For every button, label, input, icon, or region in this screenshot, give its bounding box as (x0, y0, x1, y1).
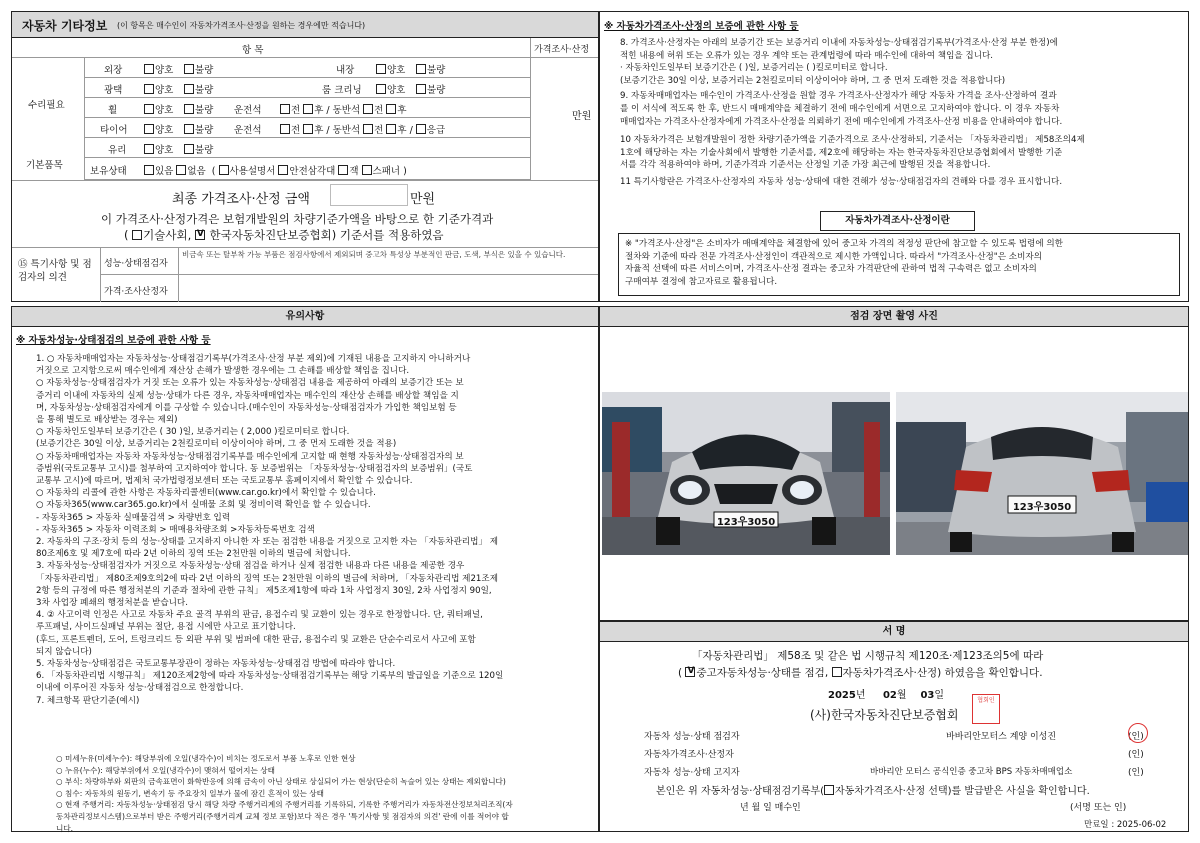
notice-line: 3차 사업장 폐쇄의 행정처분을 받습니다. (36, 598, 188, 609)
notice-header: 유의사항 (12, 307, 598, 327)
basis-line-1: 이 가격조사·산정가격은 보험개발원의 차량기준가액을 바탕으로 한 기준가격과 (101, 212, 494, 226)
appraiser-role: 자동차가격조사·산정자 (644, 750, 734, 760)
criteria-line: ○ 누유(누수): 해당부위에서 오일(냉각수)이 맺혀서 떨어지는 상태 (56, 765, 275, 775)
basic-items-label: 기본품목 (26, 160, 63, 171)
option-bad[interactable]: 불량 (416, 62, 445, 76)
guarantee-line: 매매업자는 가격조사·산정자에게 가격조사·산정을 의뢰하기 전에 매수인에게 가격조사·산정 비용을 안내하여야 합니다. (620, 116, 1063, 127)
driver-label: 운전석 (234, 105, 262, 116)
option-good[interactable]: 양호 (144, 122, 173, 136)
signature-header: 서 명 (600, 622, 1188, 642)
guarantee-line: 서를 각각 적용하여야 하며, 기준가격과 기준서는 산정일 기준 가장 최근에 발행된 것을 적용합니다. (620, 160, 991, 171)
option-bad[interactable]: 불량 (184, 122, 213, 136)
appraiser-row (644, 747, 734, 760)
definition-box-title: 자동차가격조사·산정이란 (820, 211, 975, 231)
price-appraisal-checkbox[interactable] (832, 667, 842, 677)
notice-line: ○ 자동차의 리콜에 관한 사항은 자동차리콜센터(www.car.go.kr)에서 확인할 수 있습니다. (36, 488, 376, 499)
notice-line: 거짓으로 고지함으로써 매수인에게 재산상 손해가 발생한 경우에는 그 손해를 배상할 책임을 집니다. (36, 366, 410, 377)
notice-line: ○ 자동차365(www.car365.go.kr)에서 실매물 조회 및 정비이력 확인을 할 수 있습니다. (36, 500, 371, 511)
inspector-role: 자동차 성능·상태 점검자 (644, 732, 740, 742)
option-bad[interactable]: 불량 (184, 142, 213, 156)
guarantee-line: 8. 가격조사·산정자는 아래의 보증기간 또는 보증거리 이내에 자동차성능·상태점검기록부(가격조사·산정 부분 한정)에 (620, 38, 1058, 48)
row-name: 유리 (108, 145, 127, 156)
criteria-line: ○ 현재 주행거리: 자동차성능·상태점검 당시 해당 차량 주행거리계의 주행거리를 기록하되, 기록한 주행거리가 자동차전산정보처리조직(자 (56, 800, 513, 810)
notice-line: (보증기간은 30일 이상, 보증거리는 2천킬로미터 이상이어야 하며, 그 중 먼저 도래한 것을 적용) (36, 439, 397, 450)
criteria-line: ○ 미세누유(미세누수): 해당부위에 오일(냉각수)이 비치는 정도로서 부품 노후로 인한 현상 (56, 754, 356, 763)
appraiser-seal-mark: (인) (1128, 750, 1144, 760)
definition-line: 구매여부 결정에 참고자료로 활용됩니다. (625, 276, 778, 287)
row-name: 휠 (108, 105, 118, 116)
month-unit: 월 (896, 690, 907, 701)
notice-section (11, 306, 599, 832)
driver-label: 운전석 (234, 125, 262, 136)
inspector-seal-mark: (인) (1128, 732, 1144, 742)
criteria-line: ○ 부식: 차량하부와 외판의 금속표면이 화학반응에 의해 금속이 아닌 상태로 상실되어 가는 현상(단순히 녹슬어 있는 상태는 제외합니다) (56, 777, 506, 787)
notifier-role: 자동차 성능·상태 고지자 (644, 768, 740, 778)
inspector-label: 성능·상태점검자 (104, 259, 168, 269)
definition-box (618, 233, 1180, 296)
vehicle-other-info-section (11, 11, 599, 302)
item-header: 항 목 (242, 45, 264, 56)
guarantee-line: 1호에 해당하는 자는 기술사회에서 발행한 기준서를, 제2호에 해당하는 자는 한국자동차진단보증협회에서 발행한 기준 (620, 147, 1063, 158)
guarantee-line: 9. 자동차매매업자는 매수인이 가격조사·산정을 원할 경우 가격조사·산정자가 해당 자동차 가격을 조사·산정하여 결과 (620, 91, 1057, 102)
wheel-positions[interactable]: 전 후 / 동반석 전 후 (280, 102, 407, 116)
guarantee-items (620, 37, 1186, 189)
sign-date (828, 686, 944, 701)
notice-line: 교통부 고시)에 따르며, 법제처 국가법령정보센터 또는 국토교통부 홈페이지에서 확인할 수 있습니다. (36, 476, 413, 487)
definition-line: 절차와 기준에 따라 전문 가격조사·산정인이 객관적으로 제시한 가액입니다. 따라서 "가격조사·산정"은 소비자의 (625, 251, 1042, 262)
repair-needed-label: 수리필요 (28, 100, 65, 111)
criteria-list (56, 753, 596, 834)
final-price-label: 최종 가격조사·산정 금액 (172, 192, 310, 207)
option-bad[interactable]: 불량 (416, 82, 445, 96)
row-name: 외장 (104, 65, 123, 76)
rear-car-illustration (896, 392, 1188, 555)
price-guarantee-section (599, 11, 1189, 302)
inspector-opinion: 비금속 또는 탈부착 가능 부품은 점검사항에서 제외되며 중고차 특성상 부분적인 판금, 도색, 부식은 있을 수 있습니다. (182, 250, 566, 259)
year-value: 2025 (828, 690, 856, 701)
option-good[interactable]: 양호 (144, 102, 173, 116)
row-wheel (84, 98, 530, 118)
criteria-line: ○ 침수: 자동차의 원동기, 변속기 등 주요장치 일부가 물에 잠긴 흔적이 있는 상태 (56, 788, 324, 798)
notice-line: 7. 체크항목 판단기준(예시) (36, 695, 140, 706)
notice-line: 증거리 이내에 자동차의 실제 성능·상태가 다른 경우, 자동차매매업자는 매수인의 재산상 손해를 배상할 책임을 지 (36, 390, 459, 401)
inspection-photo-section (599, 306, 1189, 621)
rear-car-photo (896, 392, 1188, 555)
final-price-input[interactable] (330, 184, 408, 206)
definition-line: ※ "가격조사·산정"은 소비자가 매매계약을 체결함에 있어 중고차 가격의 적정성 판단에 참고할 수 있도록 법령에 의한 (625, 239, 1063, 249)
day-value: 03 (920, 690, 935, 701)
rear-license-plate: 123우3050 (1012, 502, 1072, 513)
notice-line: (후드, 프론트펜더, 도어, 트렁크리드 등 외판 부위 및 범퍼에 대한 판금, 용접수리 및 교환은 단순수리로서 사고에 포함 (36, 634, 476, 645)
law-line: 「자동차관리법」 제58조 및 같은 법 시행규칙 제120조·제123조의5에 따라 (692, 650, 1044, 662)
notice-line: - 자동차365 > 자동차 이력조회 > 매매용차량조회 >자동차등록번호 검색 (36, 524, 315, 535)
notice-line: 되지 않습니다) (36, 646, 92, 657)
row-name: 광택 (104, 85, 123, 96)
row-exterior (84, 58, 530, 78)
option-bad[interactable]: 불량 (184, 62, 213, 76)
year-unit: 년 (855, 690, 866, 701)
price-unit-label: 만원 (572, 111, 592, 122)
notice-line: 1. ○ 자동차매매업자는 자동차성능·상태점검기록부(가격조사·산정 부분 제외)에 기재된 내용을 고지하지 아니하거나 (36, 354, 471, 364)
option-good[interactable]: 양호 (376, 62, 405, 76)
notice-line: 「자동차관리법」 제80조제9호의2에 따라 2년 이하의 징역 또는 2천만원 이하의 벌금에 처하며, 「자동차관리법 제21조제 (36, 573, 499, 584)
notice-line: 6. 「자동차관리법 시행규칙」 제120조제2항에 따라 자동차성능·상태점검기록부는 해당 기록부의 발급일을 기준으로 120일 (36, 671, 504, 682)
grid-line (100, 274, 598, 275)
receipt-line: 본인은 위 자동차성능·상태점검기록부( 자동차가격조사·산정 선택)를 발급받은 사실을 확인합니다. (656, 786, 1090, 797)
notice-line: 80조제6호 및 제7호에 따라 2년 이하의 징역 또는 2천만원 이하의 벌금에 처합니다. (36, 549, 351, 560)
tech-society-checkbox[interactable] (132, 230, 142, 240)
notifier-row (644, 765, 740, 778)
option-bad[interactable]: 불량 (184, 102, 213, 116)
signature-section (599, 621, 1189, 832)
option-good[interactable]: 양호 (376, 82, 405, 96)
month-value: 02 (882, 690, 897, 701)
row-name: 보유상태 (90, 166, 127, 177)
grid-line (12, 180, 598, 181)
confirm-line: ( V중고자동차성능·상태를 점검, 자동차가격조사·산정) 하였음을 확인합니다. (678, 665, 1043, 680)
guarantee-line: 를 이 서식에 적도록 한 후, 반드시 매매계약을 체결하기 전에 매수인에게 서면으로 고지하여야 합니다. 이 경우 자동차 (620, 103, 1060, 114)
notice-line: 2. 자동차의 구조·장치 등의 성능·상태를 고지하지 아니한 자 또는 점검한 내용을 거짓으로 고지한 자는 「자동차관리법」 제 (36, 537, 499, 548)
association-name: (사)한국자동차진단보증협회 (810, 708, 959, 722)
kaida-checkbox[interactable] (195, 230, 205, 240)
grid-line (530, 38, 531, 181)
front-license-plate: 123우3050 (716, 517, 776, 528)
inspector-stamp (1128, 723, 1148, 743)
tire-positions[interactable]: 전 후 / 동반석 전 후 / 응급 (280, 122, 445, 136)
notice-line: 루프패널, 사이드실패널 부위는 절단, 용접 시에만 사고로 표기합니다. (36, 622, 296, 633)
photo-header: 점검 장면 촬영 사진 (600, 307, 1188, 327)
option-bad[interactable]: 불량 (184, 82, 213, 96)
row-gloss (84, 78, 530, 98)
association-seal: 협회인 (972, 694, 1000, 724)
guarantee-title: ※ 자동차가격조사·산정의 보증에 관한 사항 등 (604, 21, 799, 32)
day-unit: 일 (934, 690, 945, 701)
section-subtitle: (이 항목은 매수인이 자동차가격조사·산정을 원하는 경우에만 적습니다) (117, 21, 366, 30)
final-price-unit: 만원 (410, 192, 436, 207)
appraiser-label: 가격·조사산정자 (104, 287, 168, 297)
guarantee-line: · 자동차인도일부터 보증기간은 ( )일, 보증거리는 ( )킬로미터로 합니다. (620, 63, 888, 74)
row-name-2: 룸 크리닝 (322, 85, 362, 96)
criteria-line: 니다. (56, 823, 74, 833)
basis-line-2: ( 기술사회, V 한국자동차진단보증협회) 기준서를 적용하였음 (124, 227, 444, 243)
receipt-date: 년 월 일 매수인 (740, 803, 801, 813)
section-title: 자동차 기타정보 (22, 19, 108, 33)
row-name: 타이어 (100, 125, 128, 136)
notice-line: - 자동차365 > 자동차 실매물검색 > 차량번호 입력 (36, 512, 231, 523)
criteria-line: 동차관리정보시스템)으로부터 받은 주행거리(주행거리계 교체 정보 포함)보다 적은 경우 '특기사항 및 점검자의 의견' 란에 이를 적어야 합 (56, 811, 509, 821)
notice-list (36, 353, 596, 707)
special-notes-label: ⑮ 특기사항 및 점검자의 의견 (18, 259, 92, 283)
guarantee-line: 적힌 내용에 허위 또는 오류가 있는 경우 계약 또는 관계법령에 따라 매수인에 대하여 책임을 집니다. (620, 50, 994, 61)
row-name-2: 내장 (336, 65, 355, 76)
notice-line: ○ 자동차매매업자는 자동차 자동차성능·상태점검기록부를 매수인에게 고지할 때 현행 자동차성능·상태점검자의 보 (36, 451, 464, 462)
notice-line: 증범위(국토교통부 고시)를 첨부하여 고지하여야 합니다. 동 보증범위는 「자동차성능·상태점검자의 보증범위」(국토 (36, 463, 473, 474)
definition-line: 자율적 선택에 따른 서비스이며, 가격조사·산정 결과는 중고차 가격판단에 관하여 법적 구속력은 없고 소비자의 (625, 264, 1037, 275)
inspector-row (644, 729, 740, 742)
notice-line: 3. 자동차성능·상태점검자가 거짓으로 자동차성능·상태 점검을 하거나 실제 점검한 내용과 다른 내용을 제공한 경우 (36, 561, 465, 572)
notice-line: ○ 자동차인도일부터 보증기간은 ( 30 )일, 보증거리는 ( 2,000 )킬로미터로 합니다. (36, 427, 350, 438)
notice-line: 며, 자동차성능·상태점검자에게 이를 구상할 수 있습니다.(매수인이 자동차성능·상태점검자가 가입한 책임보험 등 (36, 402, 457, 413)
notice-title: ※ 자동차성능·상태점검의 보증에 관한 사항 등 (16, 335, 211, 346)
guarantee-line: (보증기간은 30일 이상, 보증거리는 2천킬로미터 이상이어야 하며, 그 중 먼저 도래한 것을 적용합니다) (620, 75, 1006, 86)
expiry-date: 만료일 : 2025-06-02 (1084, 820, 1167, 830)
price-header: 가격조사·산정 (534, 45, 590, 55)
notice-line: 을 통해 별도로 배상받는 경우는 제외) (36, 415, 178, 426)
option-good[interactable]: 양호 (144, 82, 173, 96)
notice-line: 이내에 이루어진 자동차 성능·상태점검으로 한정합니다. (36, 683, 244, 694)
option-good[interactable]: 양호 (144, 142, 173, 156)
guarantee-line: 10 자동차가격은 보험개발원이 정한 차량기준가액을 기준가격으로 조사·산정하되, 기준서는 「자동차관리법」 제58조의4제 (620, 135, 1085, 146)
option-good[interactable]: 양호 (144, 62, 173, 76)
row-tire (84, 118, 530, 138)
receipt-checkbox[interactable] (824, 785, 834, 795)
notifier-seal-mark: (인) (1128, 768, 1144, 778)
row-possession (84, 158, 530, 180)
notice-line: 2항 등의 규정에 따른 행정처분의 기준과 절차에 관한 규칙」 제5조제1항에 따라 1차 사업정지 30일, 2차 사업정지 90일, (36, 585, 492, 596)
notice-line: ○ 자동차성능·상태점검자가 거짓 또는 오류가 있는 자동차성능·상태점검 내용을 제공하여 아래의 보증기간 또는 보 (36, 378, 464, 389)
guarantee-line: 11 특기사항란은 가격조사·산정자의 자동차 성능·상태에 대한 견해가 성능·상태점검자의 견해와 다를 경우 표시합니다. (620, 176, 1063, 187)
buyer-signature: (서명 또는 인) (1070, 803, 1127, 813)
notice-line: 4. ② 사고이력 인정은 사고로 자동차 주요 골격 부위의 판금, 용접수리 및 교환이 있는 경우로 한정합니다. 단, 쿼터패널, (36, 610, 483, 621)
row-glass (84, 138, 530, 158)
front-car-illustration (602, 392, 890, 555)
inspector-name: 바바리안모터스 계양 이성진 (946, 732, 1057, 742)
notifier-name: 바바리안 모터스 공식인증 중고차 BPS 자동차매매업소 (870, 767, 1073, 777)
notice-line: 5. 자동차성능·상태점검은 국토교통부장관이 정하는 자동차성능·상태점검 방법에 따라야 합니다. (36, 659, 396, 670)
section-title-bar (12, 12, 598, 38)
possession-options[interactable]: 있음 없음 ( 사용설명서 안전삼각대 잭 스패너 ) (144, 163, 407, 177)
performance-check-checkbox[interactable] (685, 667, 695, 677)
front-car-photo (602, 392, 890, 555)
